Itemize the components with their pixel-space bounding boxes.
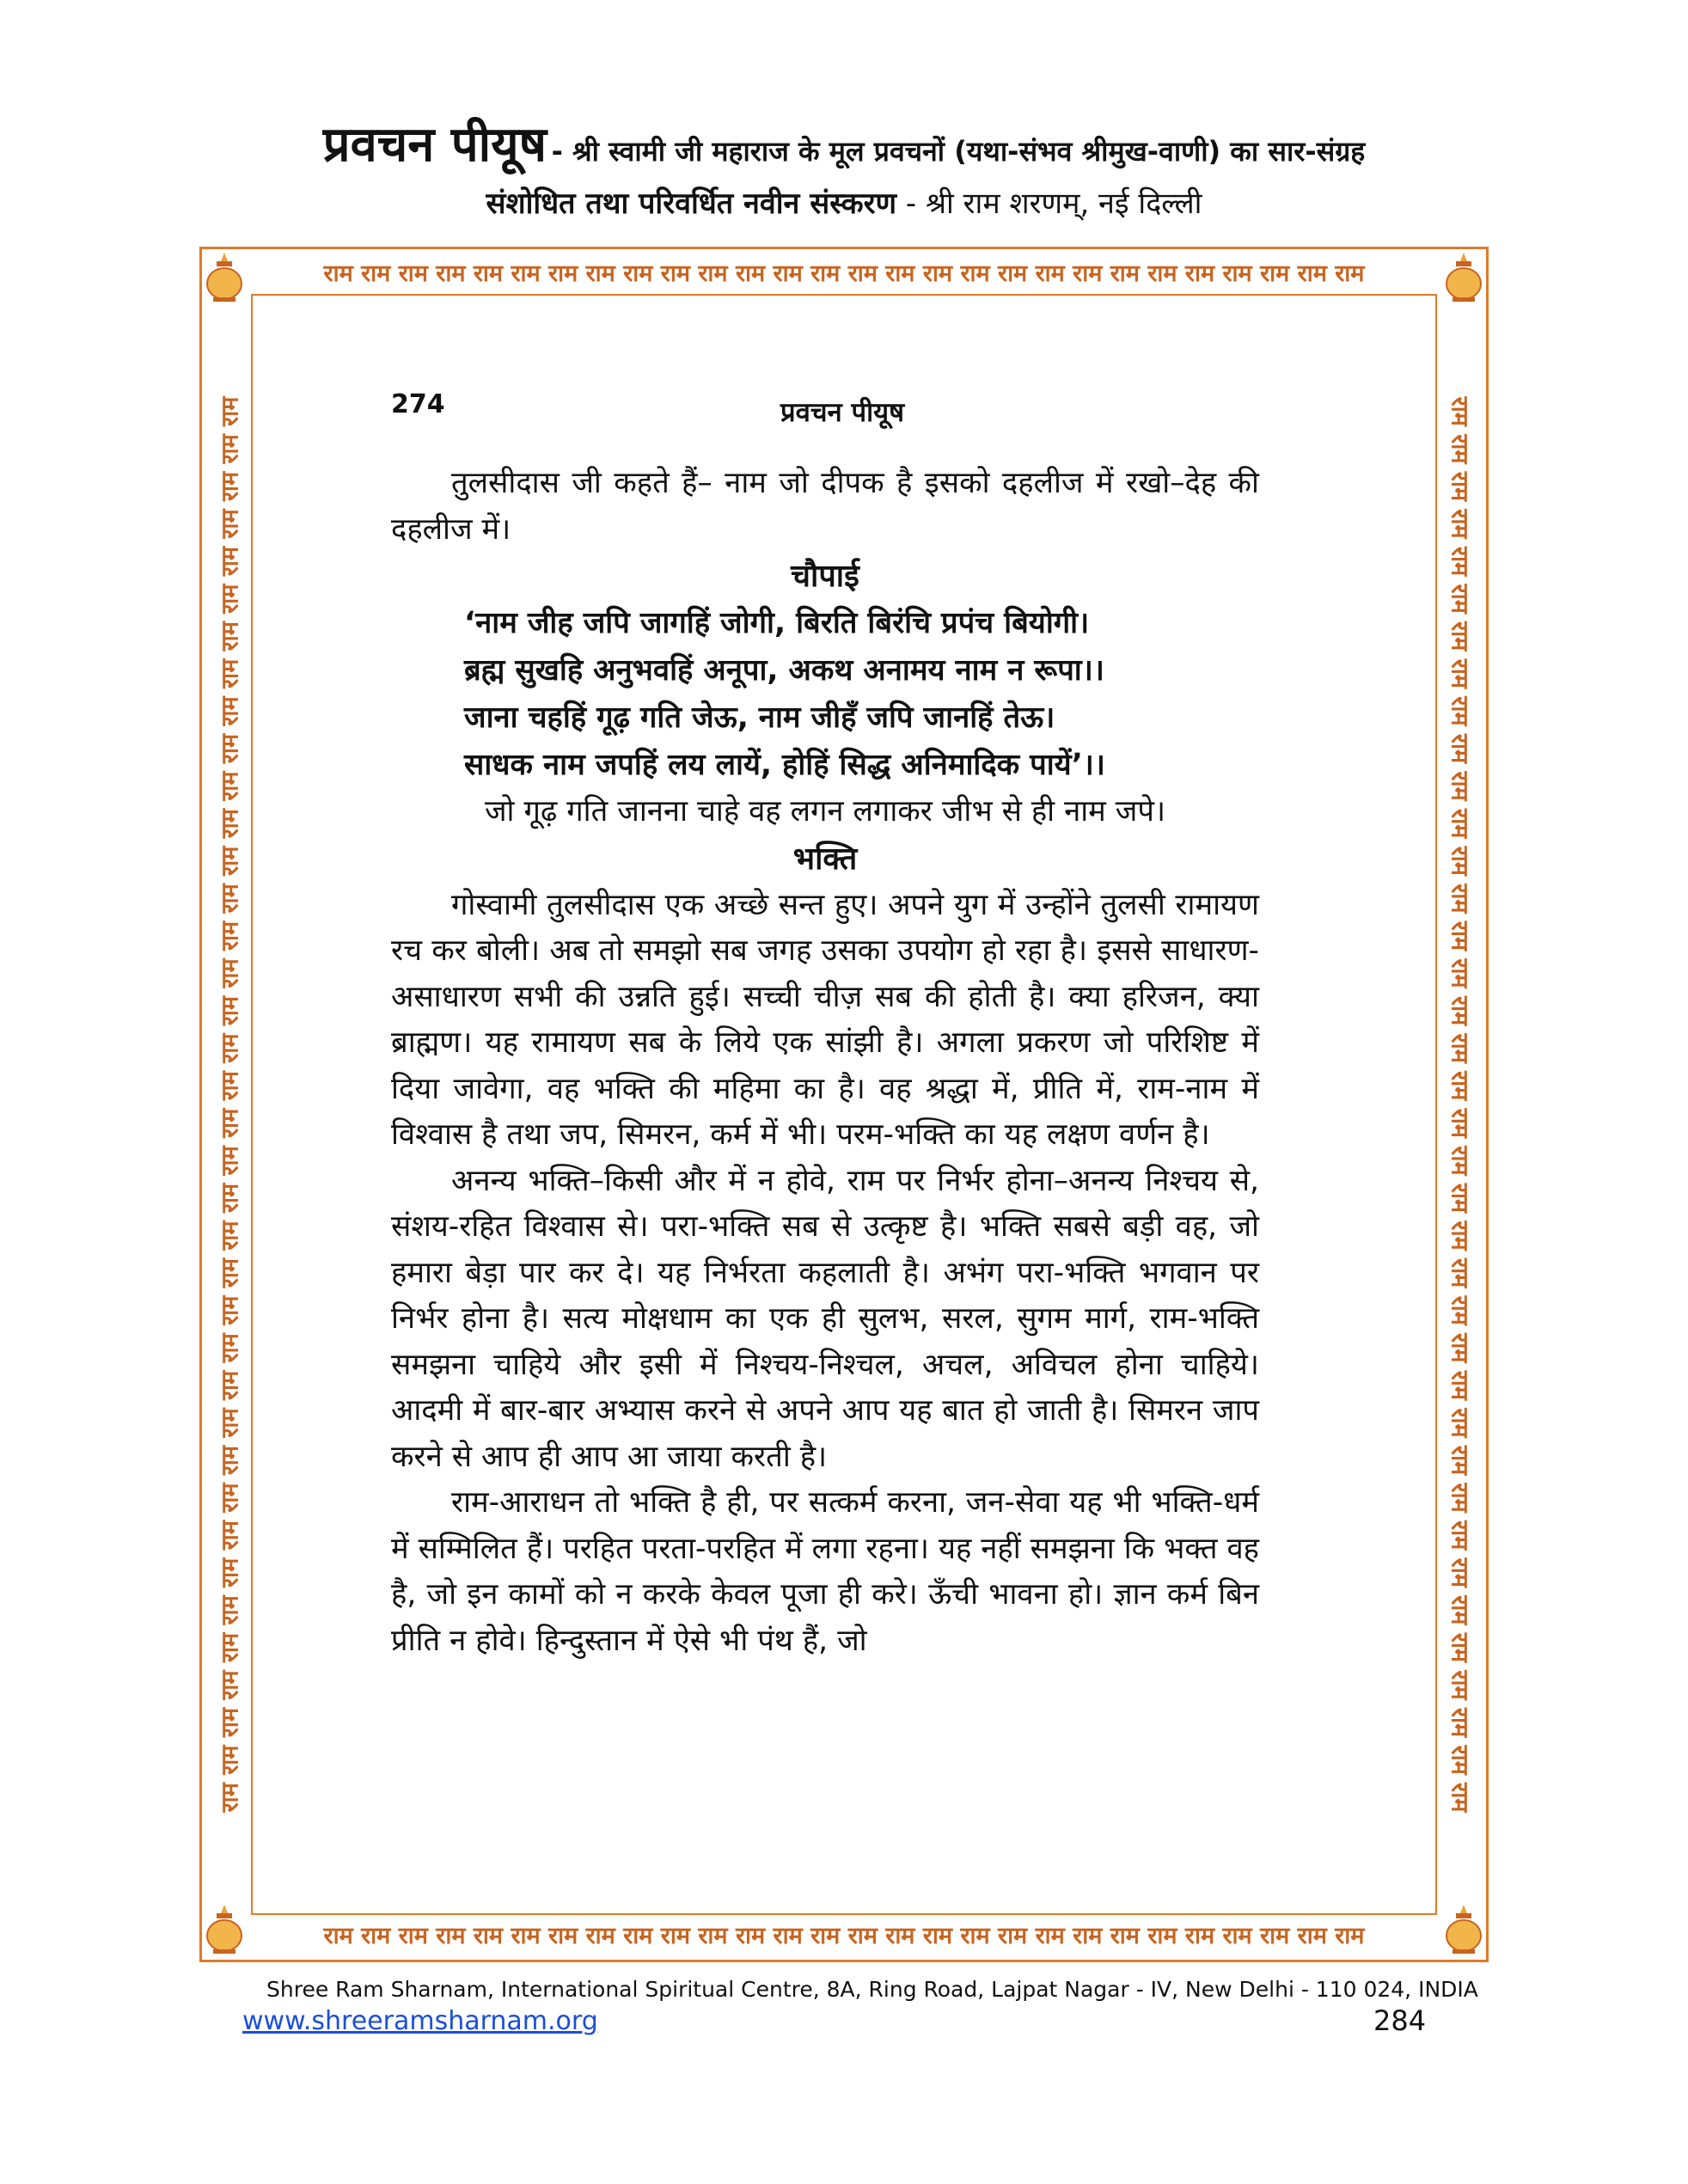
paragraph: गोस्वामी तुलसीदास एक अच्छे सन्त हुए। अपने युग में उन्होंने तुलसी रामायण रच कर बोली। अब तो समझो सब जगह उसका उपयोग हो रहा है। इससे साधारण-असाधारण सभी की उन्नति हुई। सच्ची चीज़ सब की होती है। क्या हरिजन, क्या ब्राह्मण। यह रामायण सब के लिये एक सांझी है। अगला प्रकरण जो परिशिष्ट में दिया जावेगा, वह भक्ति की महिमा का है। वह श्रद्धा में, प्रीति में, राम-नाम में विश्वास है तथा जप, सिमरन, कर्म में भी। परम-भक्ति का यह लक्षण वर्णन है। — [391, 887, 1259, 1152]
section-heading-chaupai: चौपाई — [791, 559, 859, 594]
page-header-edition — [0, 182, 1688, 222]
paragraph: अनन्य भक्ति–किसी और में न होवे, राम पर निर्भर होना–अनन्य निश्चय से, संशय-रहित विश्वास से। परा-भक्ति सब से उत्कृष्ट है। भक्ति सबसे बड़ी वह, जो हमारा बेड़ा पार कर दे। यह निर्भरता कहलाती है। अभंग परा-भक्ति भगवान पर निर्भर होना है। सत्य मोक्षधाम का एक ही सुलभ, सरल, सुगम मार्ग, राम-भक्ति समझना चाहिये और इसी में निश्चय-निश्चल, अचल, अविचल होना चाहिये। आदमी में बार-बार अभ्यास करने से अपने आप यह बात हो जाती है। सिमरन जाप करने से आप ही आप आ जाया करती है। — [391, 1163, 1259, 1474]
header-subtitle: - श्री स्वामी जी महाराज के मूल प्रवचनों (यथा-संभव श्रीमुख-वाणी) का सार-संग्रह — [551, 135, 1366, 168]
book-page-number: 274 — [391, 389, 445, 419]
border-top-text: राम राम राम राम राम राम राम राम राम राम राम राम राम राम राम राम राम राम राम राम राम राम राम राम राम राम राम राम — [323, 260, 1365, 287]
footer-website-link[interactable]: www.shreeramsharnam.org — [242, 2006, 598, 2036]
header-title: प्रवचन पीयूष — [322, 117, 547, 173]
kalash-icon — [1442, 249, 1485, 304]
page-header-title — [0, 110, 1688, 175]
kalash-icon — [1442, 1901, 1485, 1956]
footer-address: Shree Ram Sharnam, International Spiritual Centre, 8A, Ring Road, Lajpat Nagar - IV, New Delhi - 110 024, INDIA — [266, 1977, 1478, 2002]
running-head: प्रवचन पीयूष — [780, 397, 905, 428]
kalash-icon — [203, 249, 246, 304]
verse-line: ब्रह्म सुखहि अनुभवहिं अनूपा, अकथ अनामय नाम न रूपा।। — [464, 653, 1104, 688]
paragraph: तुलसीदास जी कहते हैं– नाम जो दीपक है इसको दहलीज में रखो–देह की दहलीज में। — [391, 466, 1259, 547]
header-edition: संशोधित तथा परिवर्धित नवीन संस्करण — [486, 187, 897, 221]
footer-page-number: 284 — [1373, 2004, 1427, 2037]
verse-line: ‘नाम जीह जपि जागहिं जोगी, बिरति बिरंचि प्रपंच बियोगी। — [464, 606, 1090, 640]
verse-line: जाना चहहिं गूढ़ गति जेऊ, नाम जीहँ जपि जानहिं तेऊ। — [464, 700, 1055, 735]
page-body — [391, 461, 1259, 1664]
border-right-text: राम राम राम राम राम राम राम राम राम राम राम राम राम राम राम राम राम राम राम राम राम राम राम राम राम राम राम राम राम राम राम राम राम राम राम राम राम राम — [1446, 396, 1473, 1813]
border-left-text: राम राम राम राम राम राम राम राम राम राम राम राम राम राम राम राम राम राम राम राम राम राम राम राम राम राम राम राम राम राम राम राम राम राम राम राम राम राम — [217, 396, 244, 1813]
section-heading-bhakti: भक्ति — [792, 841, 858, 877]
paragraph: राम-आराधन तो भक्ति है ही, पर सत्कर्म करना, जन-सेवा यह भी भक्ति-धर्म में सम्मिलित हैं। परहित परता-परहित में लगा रहना। यह नहीं समझना कि भक्त वह है, जो इन कामों को न करके केवल पूजा ही करे। ऊँची भावना हो। ज्ञान कर्म बिन प्रीति न होवे। हिन्दुस्तान में ऐसे भी पंथ हैं, जो — [391, 1485, 1259, 1658]
border-right — [1444, 327, 1478, 1882]
border-left — [211, 327, 246, 1882]
border-bottom-text: राम राम राम राम राम राम राम राम राम राम राम राम राम राम राम राम राम राम राम राम राम राम राम राम राम राम राम राम — [323, 1923, 1365, 1949]
verse-note: जो गूढ़ गति जानना चाहे वह लगन लगाकर जीभ से ही नाम जपे। — [484, 794, 1166, 829]
verse-block — [391, 600, 1259, 789]
verse-line: साधक नाम जपहिं लय लायें, होहिं सिद्ध अनिमादिक पायें’।। — [464, 748, 1105, 782]
kalash-icon — [203, 1901, 246, 1956]
header-edition-suffix: - श्री राम शरणम्, नई दिल्ली — [896, 187, 1202, 221]
